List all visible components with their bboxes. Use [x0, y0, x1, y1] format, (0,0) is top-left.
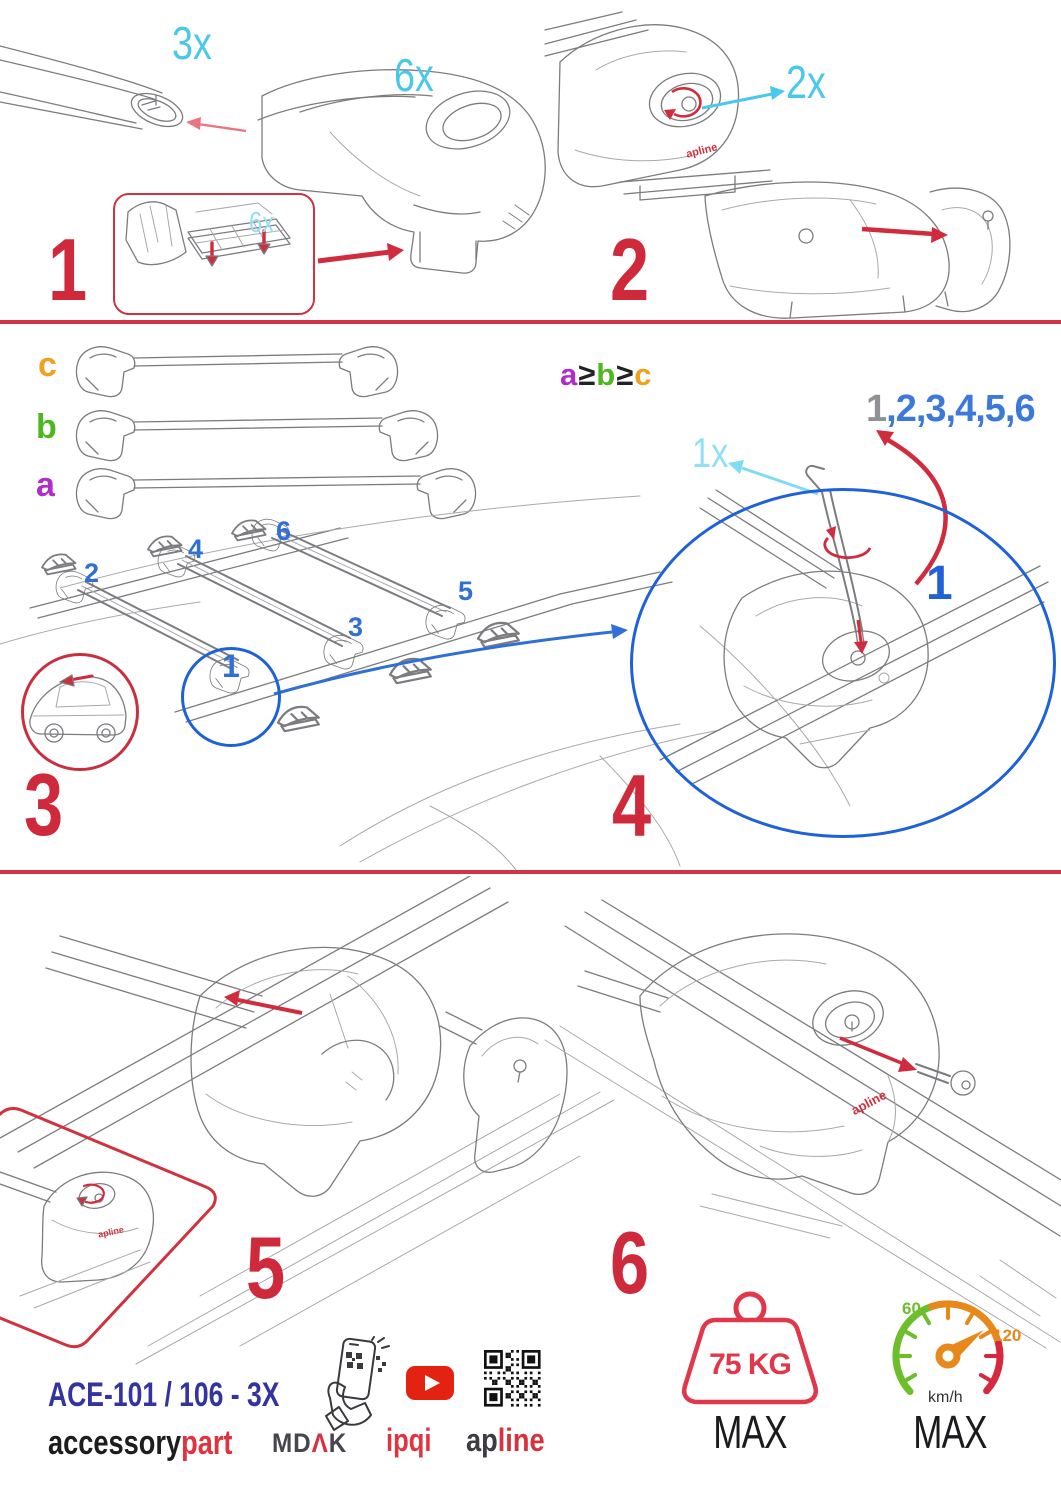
speed-unit-label: km/h: [928, 1389, 963, 1406]
step5-number: 5: [246, 1218, 284, 1317]
roof-position-5: 5: [458, 576, 474, 606]
pad-to-foot-arrow: [318, 243, 404, 261]
knob-qty-label: 2x: [786, 56, 826, 108]
apline-logo: [466, 1424, 545, 1456]
mdak-k: K: [328, 1428, 348, 1458]
endcap-arrow-step2: [862, 227, 948, 243]
bar-b-drawing: [76, 411, 437, 461]
roof-position-3: 3: [348, 612, 364, 642]
step6-foot-drawing: [578, 934, 939, 1238]
foot-brand-logo: apline: [684, 141, 719, 161]
step6-number: 6: [610, 1213, 648, 1312]
foot-brand-logo-2: apline: [97, 1224, 125, 1240]
qr-code-icon: [484, 1350, 541, 1407]
rule-a: a: [560, 357, 579, 392]
key-drawing: [916, 1064, 975, 1095]
pad-qty-label: 6x: [249, 207, 275, 239]
car-direction-circle: [21, 653, 139, 771]
roof-position-2: 2: [84, 558, 100, 588]
weight-value-label: 75 KG: [709, 1348, 791, 1381]
mdak-md: MD: [272, 1428, 312, 1458]
section-divider: [0, 320, 1061, 324]
apline-line: line: [497, 1422, 545, 1458]
mdak-lambda: Λ: [311, 1428, 329, 1458]
knob-qty-arrow: [702, 86, 785, 108]
key-qty-label: 1x: [692, 429, 729, 476]
foot-qty-label: 6x: [394, 49, 434, 101]
roof-position-6: 6: [276, 516, 292, 546]
bar-a-label: a: [36, 466, 55, 504]
bar-c-label: c: [38, 346, 57, 384]
weight-limit-icon: [678, 1286, 822, 1408]
detail-position-label: 1: [926, 557, 953, 610]
roof-position-4: 4: [188, 534, 204, 564]
step5-rails: [0, 876, 614, 1364]
sequence-rest: ,2,3,4,5,6: [886, 388, 1035, 430]
mdak-logo: [272, 1430, 347, 1457]
speed-high-label: 120: [993, 1326, 1022, 1345]
foot-assembly-step2: [620, 170, 1010, 318]
ipqi-logo: ipqi: [386, 1422, 432, 1458]
foot-brand-logo-3: apline: [848, 1087, 889, 1118]
section-divider-2: [0, 870, 1061, 874]
pad-inset-box: [113, 193, 315, 315]
speed-max-label: MAX: [913, 1406, 987, 1458]
step5-foot-drawing: [46, 936, 441, 1196]
length-rule-label: [560, 359, 652, 390]
tightening-sequence-label: [866, 390, 1035, 428]
accessorypart-logo: [48, 1426, 232, 1460]
bar-qty-label: 3x: [172, 17, 212, 69]
detail-connector-arrow: [274, 624, 628, 694]
step2-number: 2: [610, 220, 648, 319]
speed-low-label: 60: [902, 1299, 921, 1318]
brand-black: accessory: [48, 1424, 182, 1462]
step5-endcap-drawing: [440, 1012, 567, 1172]
youtube-icon: [406, 1366, 454, 1400]
weight-max-label: MAX: [713, 1406, 787, 1458]
key-qty-arrow: [728, 460, 818, 494]
crossbar-drawing: [0, 46, 187, 133]
insert-bar-arrow: [186, 117, 246, 131]
rule-b: b: [596, 357, 617, 392]
bar-b-label: b: [36, 408, 57, 446]
apline-ap: ap: [466, 1422, 498, 1458]
slide-endcap-arrow: [224, 990, 302, 1013]
roof-position-1: 1: [222, 648, 240, 684]
lock-inset-foot-drawing: [0, 1172, 153, 1308]
bar-c-drawing: [76, 347, 397, 397]
sequence-first: 1: [866, 388, 887, 430]
bar-a-drawing: [76, 469, 475, 519]
brand-red: part: [181, 1424, 233, 1462]
model-code: ACE-101 / 106 - 3X: [48, 1376, 280, 1414]
rule-c: c: [634, 357, 653, 392]
step3-number: 3: [24, 755, 62, 854]
rule-ge1: ≥: [578, 357, 597, 392]
detail-ellipse: [630, 488, 1056, 838]
step4-number: 4: [612, 756, 650, 855]
phone-scan-icon: [320, 1336, 392, 1432]
insert-key-arrow: [840, 1038, 917, 1072]
rule-ge2: ≥: [616, 357, 635, 392]
step1-number: 1: [48, 220, 86, 319]
